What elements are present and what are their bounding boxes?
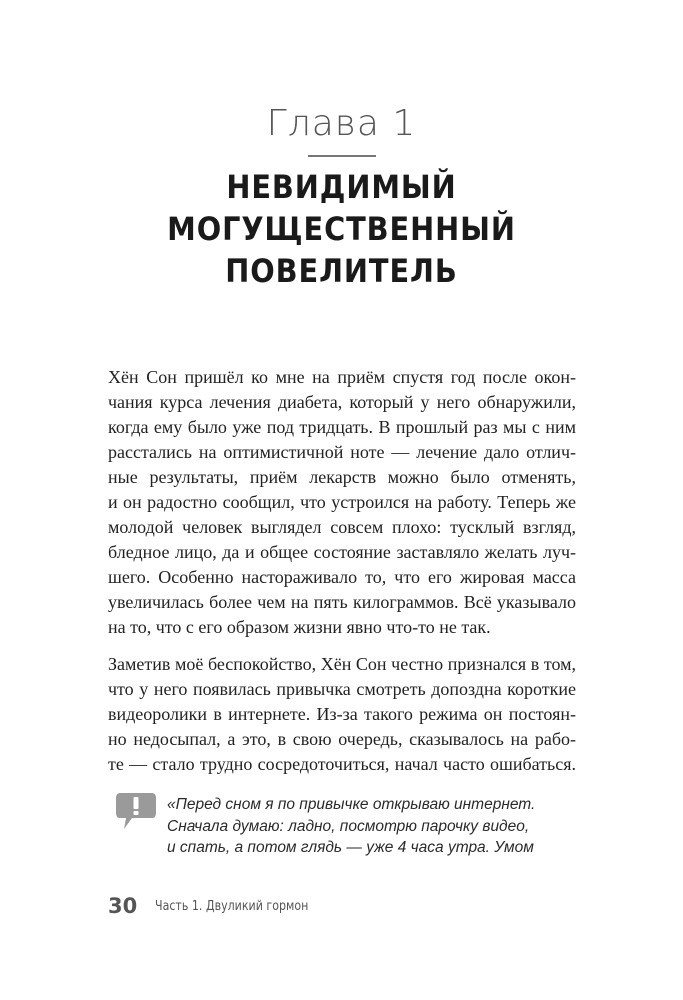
page-footer bbox=[108, 894, 336, 918]
quote-line: «Перед сном я по привычке открываю интернет. bbox=[167, 796, 536, 813]
paragraph-1 bbox=[108, 365, 576, 640]
chapter-title bbox=[0, 166, 683, 292]
page-number: 30 bbox=[108, 894, 138, 918]
text-line: бледное лицо, да и общее состояние заставляло желать луч- bbox=[108, 542, 576, 562]
text-line: но недосыпал, а это, в свою очередь, сказывалось на рабо- bbox=[108, 729, 576, 749]
title-line: МОГУЩЕСТВЕННЫЙ bbox=[167, 210, 516, 248]
text-line: шего. Особенно настораживало то, что его жировая масса bbox=[108, 567, 576, 587]
text-line: когда ему было уже под тридцать. В прошлый раз мы с ним bbox=[108, 417, 576, 437]
text-line: Заметив моё беспокойство, Хён Сон честно признался в том, bbox=[108, 654, 576, 674]
text-line: и он радостно сообщил, что устроился на работу. Теперь же bbox=[108, 492, 576, 512]
text-line: что у него появилась привычка смотреть допоздна короткие bbox=[108, 679, 576, 699]
chapter-label: Глава 1 bbox=[266, 103, 417, 144]
quote bbox=[167, 794, 535, 859]
running-header: Часть 1. Двуликий гормон bbox=[155, 898, 309, 914]
quote-line: Сначала думаю: ладно, посмотрю парочку видео, bbox=[167, 817, 530, 835]
title-line: НЕВИДИМЫЙ bbox=[226, 168, 457, 206]
text-line: расстались на оптимистичной ноте — лечение дало отлич- bbox=[108, 442, 576, 462]
divider bbox=[308, 155, 376, 157]
paragraph-2 bbox=[108, 652, 576, 777]
text-line: те — стало трудно сосредоточиться, начал часто ошибаться. bbox=[108, 754, 576, 774]
text-line: видеоролики в интернете. Из-за такого режима он постоян- bbox=[108, 704, 576, 724]
text-line: молодой человек выглядел совсем плохо: тусклый взгляд, bbox=[108, 517, 576, 537]
exclamation-speech-bubble-icon bbox=[114, 791, 158, 831]
text-line: Хён Сон пришёл ко мне на приём спустя год после окон- bbox=[108, 367, 576, 387]
text-line: чания курса лечения диабета, который у него обнаружили, bbox=[108, 392, 576, 412]
text-line: увеличилась более чем на пять килограммов. Всё указывало bbox=[108, 592, 576, 612]
text-line: ные результаты, приём лекарств можно было отменять, bbox=[108, 467, 576, 487]
text-line: на то, что с его образом жизни явно что-то не так. bbox=[108, 617, 491, 637]
quote-line: и спать, а потом глядь — уже 4 часа утра. Умом bbox=[167, 839, 534, 856]
title-line: ПОВЕЛИТЕЛЬ bbox=[225, 252, 458, 290]
